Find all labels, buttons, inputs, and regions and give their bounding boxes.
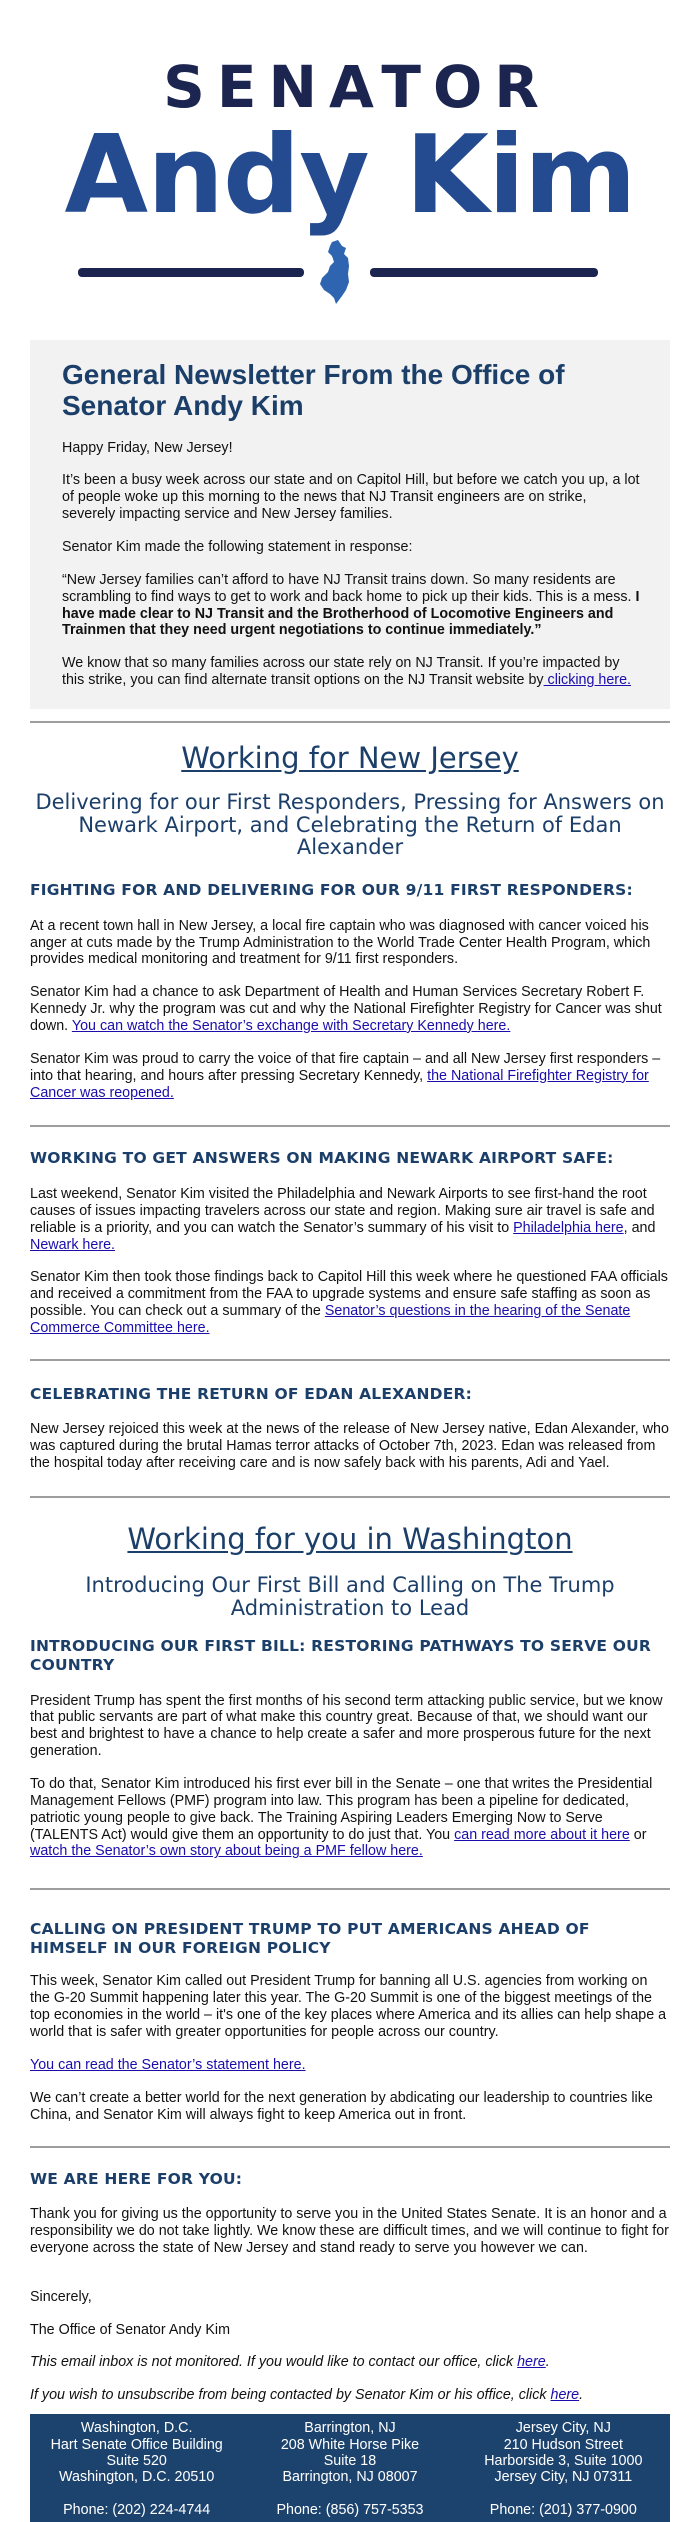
airport-paragraph-1: Last weekend, Senator Kim visited the Philadelphia and Newark Airports to see first-hand the root causes of issues impacting travelers across our state and region. Making sure air travel is safe and reliable is a priority, and you can watch the Senator’s summary of his visit to Philadelphia here, and Newark here. xyxy=(30,1185,656,1253)
foreign-policy-section xyxy=(0,1920,700,2123)
section-title-nj: Working for New Jersey xyxy=(181,741,519,776)
airport-section xyxy=(0,1149,700,1336)
divider xyxy=(30,1359,670,1361)
signoff: Sincerely, xyxy=(30,2288,92,2305)
foreign-paragraph-1: This week, Senator Kim called out President Trump for banning all U.S. agencies from working on the G-20 Summit happening later this year. The G-20 Summit is one of the biggest meetings of the top economies in the world – it's one of the key places where America and its allies can help shape a world that is safer with greater opportunities for people across our country. xyxy=(30,1973,667,2041)
office-washington: Washington, D.C. Hart Senate Office Building Suite 520 Washington, D.C. 20510 Phone: (202) 224-4744 xyxy=(30,2420,243,2518)
commerce-committee-link[interactable]: Senator’s questions in the hearing of the Senate Commerce Committee here. xyxy=(30,1303,631,1336)
contact-office-link[interactable]: here xyxy=(517,2354,546,2371)
heading-edan-alexander: CELEBRATING THE RETURN OF EDAN ALEXANDER: xyxy=(30,1384,473,1403)
logo-rule-left xyxy=(78,268,304,277)
bill-paragraph-1: President Trump has spent the first months of his second term attacking public service, but we know that public servants are part of what make this country great. Because of that, we should want our best and brightest to have a chance to help create a safer and more prosperous future for the next generation. xyxy=(30,1692,663,1760)
office-phone: Phone: (201) 377-0900 xyxy=(489,2501,637,2518)
office-barrington: Barrington, NJ 208 White Horse Pike Suite 18 Barrington, NJ 08007 Phone: (856) 757-5353 xyxy=(243,2420,456,2518)
transit-options-link[interactable]: clicking here. xyxy=(543,672,631,689)
new-jersey-map-icon xyxy=(318,240,358,304)
responders-paragraph-1: At a recent town hall in New Jersey, a local fire captain who was diagnosed with cancer voiced his anger at cuts made by the Trump Administration to the World Trade Center Health Program, which provides medical monitoring and treatment for 9/11 first responders. xyxy=(30,917,651,968)
bill-paragraph-2: To do that, Senator Kim introduced his first ever bill in the Senate – one that writes the Presidential Management Fellows (PMF) program into law. This program has been a pipeline for dedicated, patriotic young people to give back. The Training Aspiring Leaders Emerging Now to Serve (TALENTS Act) would give them an opportunity to do just that. You can read more about it here or watch the Senator’s own story about being a PMF fellow here. xyxy=(30,1776,653,1860)
divider xyxy=(30,721,670,723)
office-phone: Phone: (202) 224-4744 xyxy=(63,2501,211,2518)
greeting: Happy Friday, New Jersey! xyxy=(62,439,233,456)
dc-section xyxy=(0,1522,700,1860)
heading-foreign-policy: CALLING ON PRESIDENT TRUMP TO PUT AMERICANS AHEAD OF HIMSELF IN OUR FOREIGN POLICY xyxy=(30,1920,590,1957)
signature: The Office of Senator Andy Kim xyxy=(30,2321,230,2338)
divider xyxy=(30,1125,670,1127)
statement-quote: “New Jersey families can’t afford to have NJ Transit trains down. So many residents are scrambling to find ways to get to work and back home to pick up their kids. This is a mess. I have made clear to NJ Transit and the Brotherhood of Locomotive Engineers and Trainmen that they need urgent negotiations to continue immediately.” xyxy=(62,571,640,639)
edan-paragraph: New Jersey rejoiced this week at the news of the release of New Jersey native, Edan Alexander, who was captured during the brutal Hamas terror attacks of October 7th, 2023. Edan was released from the hospital today after receiving care and is now safely back with his parents, Adi and Yael. xyxy=(30,1421,669,1472)
footer-offices xyxy=(30,2414,670,2522)
section-title-dc: Working for you in Washington xyxy=(127,1522,573,1557)
airport-paragraph-2: Senator Kim then took those findings back to Capitol Hill this week where he questioned FAA officials and received a commitment from the FAA to upgrade systems and ensure safe staffing as soon as possible. You can check out a summary of the Senator’s questions in the hearing of the Senate Commerce Committee here. xyxy=(30,1269,668,1336)
heading-here-for-you: WE ARE HERE FOR YOU: xyxy=(30,2169,243,2188)
divider xyxy=(30,1496,670,1498)
divider xyxy=(30,1888,670,1890)
section-subtitle-dc: Introducing Our First Bill and Calling on The Trump Administration to Lead xyxy=(85,1573,615,1620)
responders-paragraph-3: Senator Kim was proud to carry the voice of that fire captain – and all New Jersey first responders – into that hearing, and hours after pressing Secretary Kennedy, the National Firefighter Registry for Cancer was reopened. xyxy=(30,1050,661,1101)
divider xyxy=(30,2146,670,2148)
registry-reopened-link[interactable]: the National Firefighter Registry for Cancer was reopened. xyxy=(30,1067,649,1101)
transit-paragraph: We know that so many families across our state rely on NJ Transit. If you’re impacted by this strike, you can find alternate transit options on the NJ Transit website by clicking here. xyxy=(62,655,631,689)
closing-paragraph: Thank you for giving us the opportunity to serve you in the United States Senate. It is an honor and a responsibility we do not take lightly. We know these are difficult times, and we will continue to fight for everyone across the state of New Jersey and stand ready to serve you however we can. xyxy=(30,2206,669,2256)
pmf-story-link[interactable]: watch the Senator’s own story about being a PMF fellow here. xyxy=(30,1843,423,1860)
intro-paragraph: It’s been a busy week across our state and on Capitol Hill, but before we catch you up, a lot of people woke up this morning to the news that NJ Transit engineers are on strike, severely impacting service and New Jersey families. xyxy=(62,472,640,523)
read-more-link[interactable]: can read more about it here xyxy=(454,1826,630,1843)
logo-senator-text: SENATOR xyxy=(163,53,551,121)
logo-rule-right xyxy=(370,268,598,277)
kennedy-exchange-link[interactable]: You can watch the Senator’s exchange with Secretary Kennedy here. xyxy=(71,1017,511,1034)
intro-box xyxy=(30,340,670,709)
office-jersey-city: Jersey City, NJ 210 Hudson Street Harborside 3, Suite 1000 Jersey City, NJ 07311 Phone: (201) 377-0900 xyxy=(457,2420,670,2518)
edan-section xyxy=(0,1385,700,1472)
foreign-paragraph-2: We can’t create a better world for the next generation by abdicating our leadership to countries like China, and Senator Kim will always fight to keep America out in front. xyxy=(30,2089,653,2123)
philadelphia-link[interactable]: Philadelphia here xyxy=(513,1219,624,1236)
senator-statement-link[interactable]: You can read the Senator’s statement here. xyxy=(30,2056,306,2073)
logo-name-text: Andy Kim xyxy=(64,113,636,238)
statement-link-paragraph xyxy=(30,2057,670,2074)
heading-first-responders: FIGHTING FOR AND DELIVERING FOR OUR 9/11 FIRST RESPONDERS: xyxy=(30,881,633,900)
heading-newark-airport: WORKING TO GET ANSWERS ON MAKING NEWARK AIRPORT SAFE: xyxy=(30,1149,614,1168)
unsubscribe-notice: If you wish to unsubscribe from being contacted by Senator Kim or his office, click here. xyxy=(30,2387,584,2404)
statement-quote-bold: I have made clear to NJ Transit and the Brotherhood of Locomotive Engineers and Trainmen that they need urgent negotiations to continue immediately.” xyxy=(62,588,640,639)
responders-paragraph-2: Senator Kim had a chance to ask Department of Health and Human Services Secretary Robert F. Kennedy Jr. why the program was cut and why the National Firefighter Registry for Cancer was shut down. You can watch the Senator’s exchange with Secretary Kennedy here. xyxy=(30,984,662,1034)
inbox-notice: This email inbox is not monitored. If you would like to contact our office, click here. xyxy=(30,2354,550,2371)
section-subtitle-nj: Delivering for our First Responders, Pressing for Answers on Newark Airport, and Celebrating the Return of Edan Alexander xyxy=(35,790,665,860)
office-phone: Phone: (856) 757-5353 xyxy=(276,2501,424,2518)
newark-link[interactable]: Newark here. xyxy=(30,1236,116,1253)
unsubscribe-link[interactable]: here xyxy=(550,2387,580,2404)
nj-section xyxy=(0,741,700,1101)
header-logo xyxy=(0,0,700,340)
heading-first-bill: INTRODUCING OUR FIRST BILL: RESTORING PATHWAYS TO SERVE OUR COUNTRY xyxy=(30,1637,652,1674)
statement-lead: Senator Kim made the following statement in response: xyxy=(62,539,413,556)
closing-section xyxy=(0,2170,700,2405)
newsletter-title: General Newsletter From the Office of Senator Andy Kim xyxy=(62,359,565,421)
